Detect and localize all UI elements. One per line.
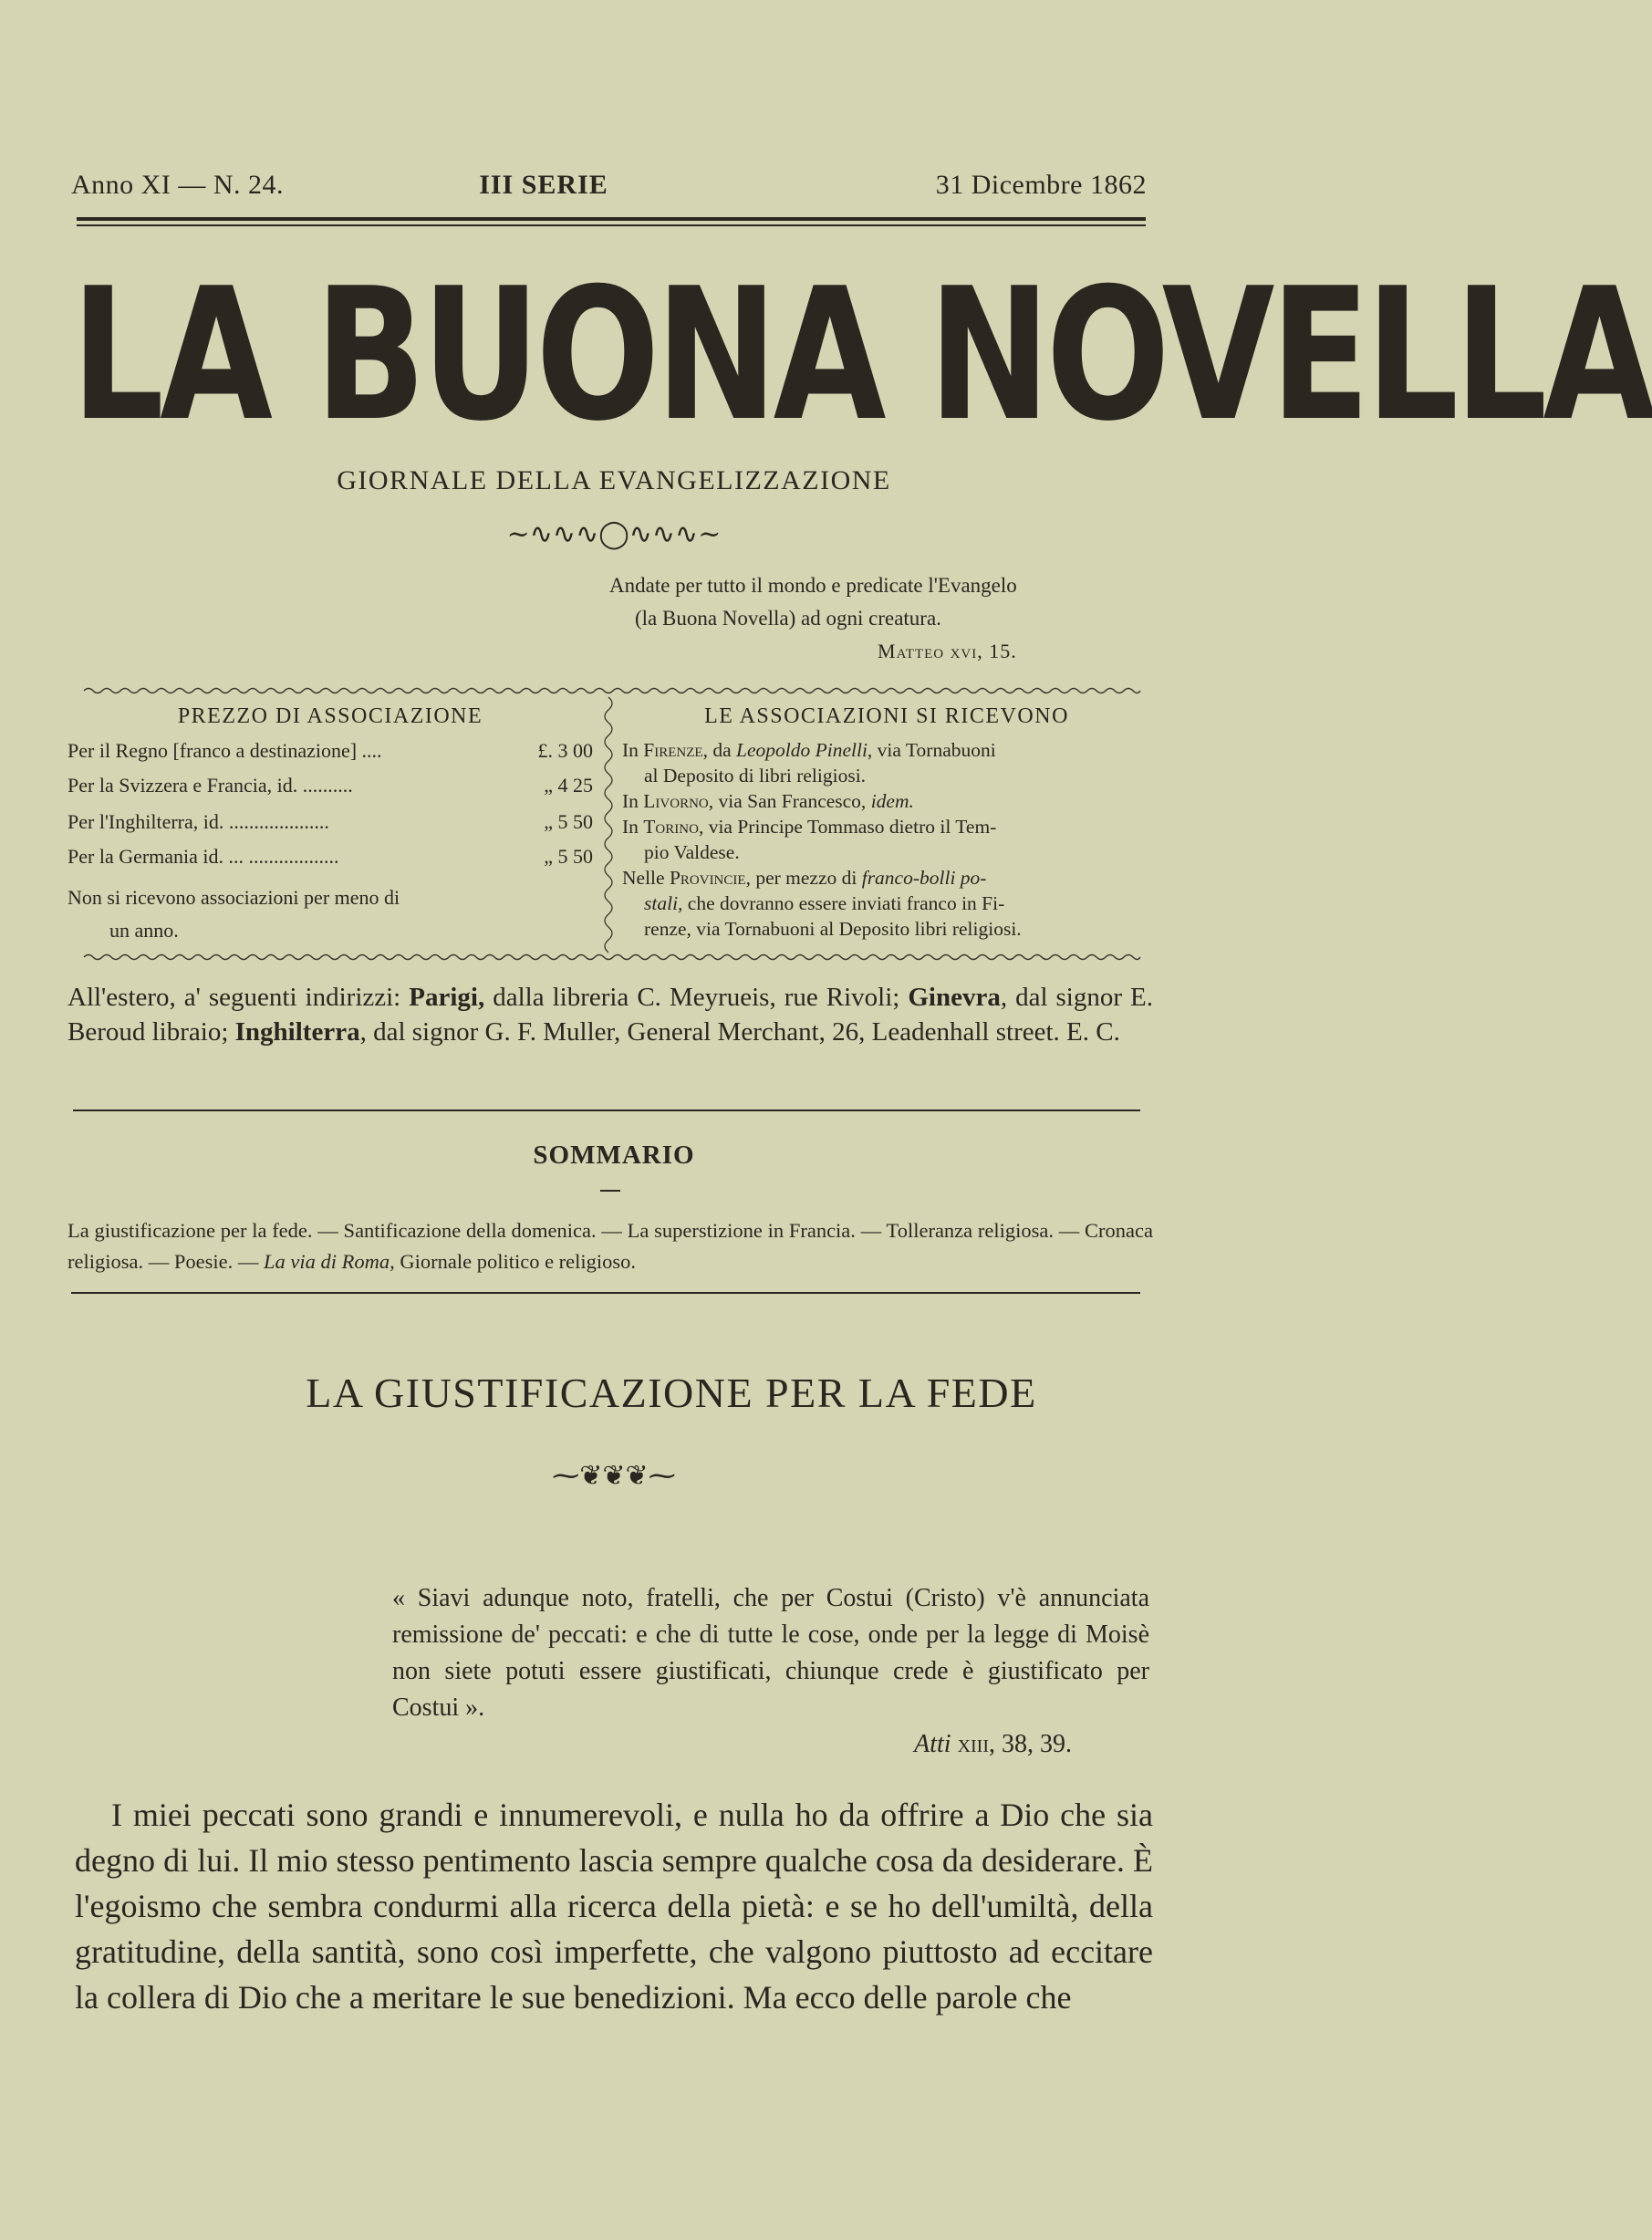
article-ornament: ⁓❦❦❦⁓ [552, 1460, 676, 1492]
masthead-ornament: ~∿∿∿◯∿∿∿~ [506, 518, 722, 550]
text: xiii, 38, 39. [951, 1730, 1072, 1758]
city-name: Inghilterra [234, 1017, 360, 1047]
text: , dal signor G. F. Muller, General Merchant, 26, Leadenhall street. E. C. [359, 1017, 1120, 1047]
city-name: Parigi, [409, 983, 485, 1012]
motto [609, 569, 1017, 668]
text: Nelle [622, 867, 670, 889]
article-paragraph: I miei peccati sono grandi e innumerevoli, e nulla ho da offrire a Dio che sia degno di lui. Il mio stesso pentimento lascia sempre qualche cosa da desiderare. È l'egoismo che sembra condurmi alla ricerca della pietà: e se ho dell'umiltà, della gratitudine, della santità, sono così imperfette, che valgono piuttosto ad eccitare la collera di Dio che a meritare le sue benedizioni. Ma ecco delle parole che [75, 1797, 1153, 2016]
ricevono-provincie [622, 865, 1151, 891]
ricevono-title: LE ASSOCIAZIONI SI RICEVONO [704, 704, 1069, 728]
ricevono-torino-cont: pio Valdese. [644, 841, 740, 863]
price-row [68, 810, 593, 834]
city: Torino [643, 816, 699, 838]
city: Livorno [643, 790, 709, 812]
prezzo-note [68, 881, 400, 947]
article-title: LA GIUSTIFICAZIONE PER LA FEDE [306, 1370, 1037, 1416]
motto-line-2: (la Buona Novella) ad ogni creatura. [635, 607, 941, 630]
city: Firenze [643, 739, 703, 761]
issue-date: 31 Dicembre 1862 [935, 170, 1147, 200]
epigraph-citation [392, 1726, 1149, 1763]
estero-addresses [68, 980, 1153, 1049]
text: dalla libreria C. Meyrueis, rue Rivoli; [484, 983, 909, 1012]
text: , per mezzo di [745, 867, 862, 889]
text: idem. [870, 790, 914, 812]
agent-name: Leopoldo Pinelli [736, 739, 868, 761]
text: La giustificazione per la fede. — Santificazione della domenica. — La superstizione in Francia. — Tolleranza religiosa. — Cronaca religiosa. — Poesie. — [68, 1219, 1153, 1273]
text: che dovranno essere inviati franco in Fi- [682, 892, 1005, 914]
ricevono-provincie-cont [622, 891, 1151, 916]
price-label: Per l'Inghilterra, id. .................... [68, 810, 329, 833]
text: , da [702, 739, 736, 761]
ricevono-livorno [622, 788, 1151, 814]
text: Atti [914, 1730, 951, 1758]
text: In [622, 816, 644, 838]
ricevono-torino [622, 814, 1151, 839]
price-amount: „ 5 50 [544, 810, 593, 833]
price-row [68, 739, 593, 763]
prezzo-title: PREZZO DI ASSOCIAZIONE [177, 704, 483, 728]
header-rule-top [77, 217, 1146, 221]
series-label: III SERIE [479, 170, 608, 200]
price-amount: „ 5 50 [544, 845, 593, 868]
masthead-title: LA BUONA NOVELLA [71, 249, 1652, 462]
text: La via di Roma, [263, 1250, 395, 1273]
text: franco-bolli po- [861, 867, 987, 889]
masthead-subtitle: GIORNALE DELLA EVANGELIZZAZIONE [337, 465, 891, 495]
sommario-title: SOMMARIO [533, 1141, 695, 1170]
wavy-divider-top [84, 686, 1140, 695]
ricevono-provincie-cont2: renze, via Tornabuoni al Deposito libri religiosi. [644, 918, 1022, 940]
issue-number: Anno XI — N. 24. [71, 170, 284, 200]
text: stali, [644, 892, 683, 914]
city-name: Ginevra [908, 983, 1001, 1012]
prezzo-note-line-1: Non si ricevono associazioni per meno di [68, 886, 400, 909]
ricevono-firenze [622, 737, 1151, 763]
article-body [75, 1792, 1153, 2020]
price-label: Per il Regno [franco a destinazione] .... [68, 739, 382, 762]
text: In [622, 790, 644, 812]
sommario-text [68, 1215, 1153, 1277]
price-amount: „ 4 25 [544, 774, 593, 797]
text: , via Principe Tommaso dietro il Tem- [698, 816, 997, 838]
ricevono-list [622, 737, 1151, 942]
text: , dal signor E. Beroud libraio; [68, 983, 1153, 1047]
rule-before-sommario [73, 1110, 1140, 1111]
prezzo-note-line-2: un anno. [109, 919, 179, 942]
motto-citation: Matteo xvi, 15. [878, 640, 1017, 662]
price-label: Per la Germania id. ... .................. [68, 845, 339, 868]
text: All'estero, a' seguenti indirizzi: [68, 983, 410, 1012]
motto-line-1: Andate per tutto il mondo e predicate l'Evangelo [609, 574, 1017, 597]
text: , via San Francesco, [708, 790, 871, 812]
rule-after-sommario [71, 1292, 1140, 1294]
price-label: Per la Svizzera e Francia, id. .......... [68, 774, 353, 797]
epigraph-text: « Siavi adunque noto, fratelli, che per Costui (Cristo) v'è annunciata remissione de' peccati: e che di tutte le cose, onde per la legge di Moisè non siete potuti essere giustificati, chiunque crede è giustificato per Costui ». [392, 1584, 1149, 1722]
wavy-divider-bottom [84, 953, 1140, 962]
price-row [68, 845, 593, 869]
text: , via Tornabuoni [867, 739, 996, 761]
article-epigraph [392, 1580, 1149, 1763]
text: In [622, 739, 644, 761]
city: Provincie [669, 867, 746, 889]
ricevono-firenze-cont: al Deposito di libri religiosi. [644, 765, 867, 787]
header-rule-bottom [77, 224, 1146, 226]
price-row [68, 774, 593, 797]
price-amount: £. 3 00 [537, 739, 593, 762]
sommario-dash [600, 1190, 620, 1192]
brace-divider [598, 697, 618, 953]
text: Giornale politico e religioso. [394, 1250, 637, 1273]
